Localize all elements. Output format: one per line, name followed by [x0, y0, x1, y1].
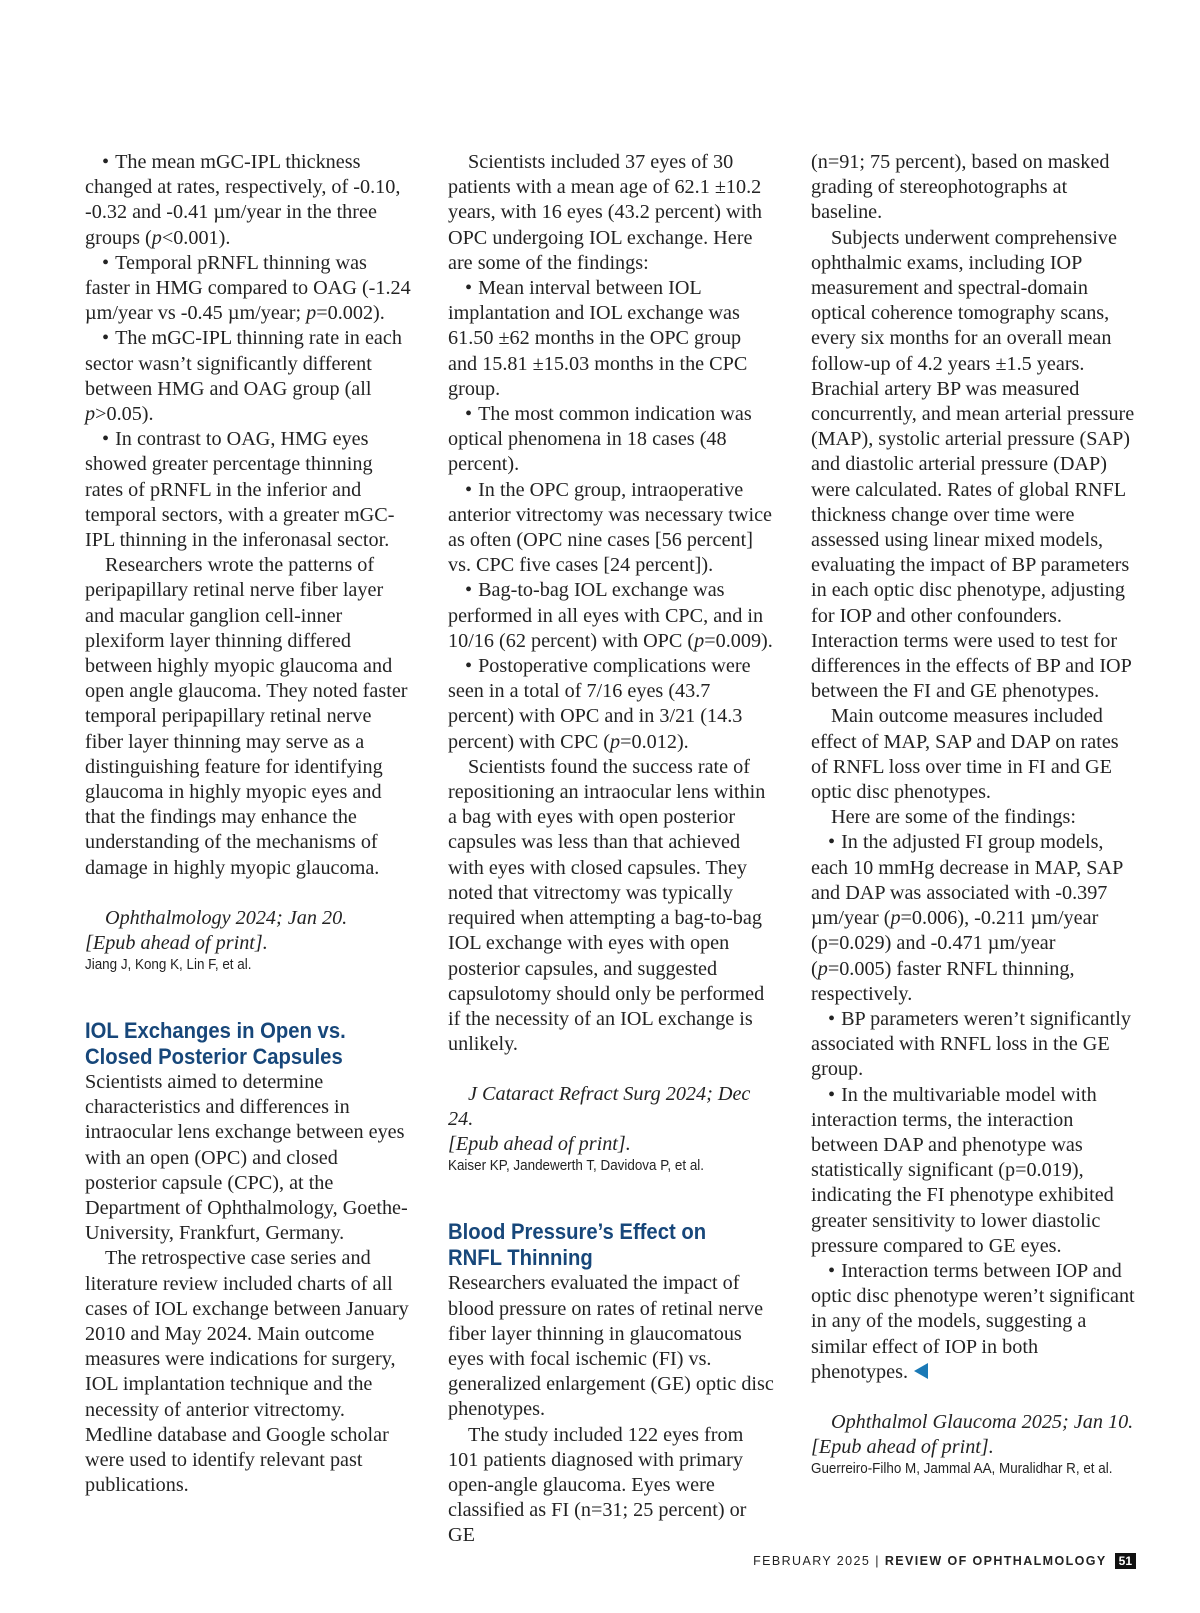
- citation-epub: [Epub ahead of print].: [85, 931, 268, 954]
- citation-journal: Ophthalmology 2024; Jan 20.: [105, 906, 348, 929]
- section-heading-blood-pressure: Blood Pressure’s Effect on RNFL Thinning: [448, 1219, 707, 1271]
- bullet-item: • The mGC-IPL thinning rate in each sector wasn’t significantly different between HMG and OAG group (all p>0.05).: [85, 327, 402, 426]
- body-paragraph: The retrospective case series and literature review included charts of all cases of IOL exchange between January 2010 and May 2024. Main outcome measures were indications for surgery, IOL implantation technique and the necessity of anterior vitrectomy. Medline database and Google scholar were used to identify relevant past publications.: [85, 1247, 409, 1497]
- citation-epub: [Epub ahead of print].: [811, 1435, 994, 1458]
- body-paragraph: Scientists aimed to determine characteristics and differences in intraocular lens exchange between eyes with an open (OPC) and closed posterior capsule (CPC), at the Department of Ophthalmology, Goethe-University, Frankfurt, Germany.: [85, 1070, 408, 1245]
- bullet-item: • In contrast to OAG, HMG eyes showed greater percentage thinning rates of pRNFL in the inferior and temporal sectors, with a greater mGC-IPL thinning in the inferonasal sector.: [85, 428, 395, 552]
- body-paragraph: (n=91; 75 percent), based on masked grading of stereophotographs at baseline.: [811, 151, 1110, 224]
- issue-date: FEBRUARY 2025: [753, 1554, 871, 1568]
- body-paragraph: Subjects underwent comprehensive ophthalmic exams, including IOP measurement and spectral-domain optical coherence tomography scans, every six months for an overall mean follow-up of 4.2 years ±1.5 years. Brachial artery BP was measured concurrently, and mean arterial pressure (MAP), systolic arterial pressure (SAP) and diastolic arterial pressure (DAP) were calculated. Rates of global RNFL thickness change over time were assessed using linear mixed models, evaluating the impact of BP parameters in each optic disc phenotype, adjusting for IOP and other confounders. Interaction terms were used to test for differences in the effects of BP and IOP between the FI and GE phenotypes.: [811, 226, 1135, 703]
- citation: [811, 1410, 1137, 1478]
- column-3: [811, 150, 1137, 1478]
- bullet-item: • In the adjusted FI group models, each 10 mmHg decrease in MAP, SAP and DAP was associated with -0.397 µm/year (p=0.006), -0.211 µm/year (p=0.029) and -0.471 µm/year (p=0.005) faster RNFL thinning, respectively.: [811, 831, 1123, 1005]
- bullet-item: • In the multivariable model with interaction terms, the interaction between DAP and phenotype was statistically significant (p=0.019), indicating the FI phenotype exhibited greater sensitivity to lower diastolic pressure compared to GE eyes.: [811, 1083, 1114, 1257]
- magazine-name: REVIEW OF OPHTHALMOLOGY: [884, 1554, 1107, 1568]
- body-paragraph: Here are some of the findings:: [831, 806, 1076, 829]
- end-of-article-icon: [914, 1363, 928, 1379]
- body-paragraph: Scientists included 37 eyes of 30 patients with a mean age of 62.1 ±10.2 years, with 16 eyes (43.2 percent) with OPC undergoing IOL exchange. Here are some of the findings:: [448, 151, 762, 274]
- bullet-item: • The most common indication was optical phenomena in 18 cases (48 percent).: [448, 403, 752, 476]
- page-number: 51: [1115, 1553, 1136, 1569]
- citation-authors: Guerreiro-Filho M, Jammal AA, Muralidhar R, et al.: [811, 1460, 1113, 1477]
- citation-epub: [Epub ahead of print].: [448, 1133, 631, 1156]
- footer-separator: |: [875, 1554, 880, 1568]
- bullet-item: • The mean mGC-IPL thickness changed at rates, respectively, of -0.10, -0.32 and -0.41 µm/year in the three groups (p<0.001).: [85, 151, 401, 249]
- section-heading-iol-exchanges: IOL Exchanges in Open vs. Closed Posterior Capsules: [85, 1017, 346, 1069]
- body-paragraph: The study included 122 eyes from 101 patients diagnosed with primary open-angle glaucoma. Eyes were classified as FI (n=31; 25 percent) or GE: [448, 1423, 747, 1547]
- citation: [448, 1082, 774, 1175]
- page-footer: [753, 1553, 1136, 1569]
- bullet-item: • Temporal pRNFL thinning was faster in HMG compared to OAG (-1.24 µm/year vs -0.45 µm/year; p=0.002).: [85, 251, 411, 325]
- column-2: [448, 150, 774, 1549]
- bullet-item: • Postoperative complications were seen in a total of 7/16 eyes (43.7 percent) with OPC and in 3/21 (14.3 percent) with CPC (p=0.012).: [448, 655, 751, 753]
- body-paragraph: Researchers wrote the patterns of peripapillary retinal nerve fiber layer and macular ganglion cell-inner plexiform layer thinning differed between highly myopic glaucoma and open angle glaucoma. They noted faster temporal peripapillary retinal nerve fiber layer thinning may serve as a distinguishing feature for identifying glaucoma in highly myopic eyes and that the findings may enhance the understanding of the mechanisms of damage in highly myopic glaucoma.: [85, 554, 408, 879]
- citation-journal: J Cataract Refract Surg 2024; Dec 24.: [448, 1083, 751, 1131]
- citation: [85, 906, 411, 974]
- bullet-item: • Bag-to-bag IOL exchange was performed in all eyes with CPC, and in 10/16 (62 percent) with OPC (p=0.009).: [448, 579, 773, 652]
- citation-journal: Ophthalmol Glaucoma 2025; Jan 10.: [831, 1410, 1134, 1433]
- body-paragraph: Main outcome measures included effect of MAP, SAP and DAP on rates of RNFL loss over time in FI and GE optic disc phenotypes.: [811, 705, 1119, 804]
- body-paragraph: Scientists found the success rate of repositioning an intraocular lens within a bag with eyes with open posterior capsules was less than that achieved with eyes with closed capsules. They noted that vitrectomy was typically required when attempting a bag-to-bag IOL exchange with eyes with open posterior capsules, and suggested capsulotomy should only be performed if the necessity of an IOL exchange is unlikely.: [448, 755, 766, 1056]
- bullet-item: • Interaction terms between IOP and optic disc phenotype weren’t significant in any of the models, suggesting a similar effect of IOP in both phenotypes.: [811, 1259, 1135, 1383]
- column-1: [85, 150, 411, 1498]
- bullet-item: • BP parameters weren’t significantly associated with RNFL loss in the GE group.: [811, 1007, 1131, 1081]
- bullet-item: • In the OPC group, intraoperative anterior vitrectomy was necessary twice as often (OPC nine cases [56 percent] vs. CPC five cases [24 percent]).: [448, 478, 772, 577]
- citation-authors: Kaiser KP, Jandewerth T, Davidova P, et al.: [448, 1158, 705, 1175]
- body-paragraph: Researchers evaluated the impact of blood pressure on rates of retinal nerve fiber layer thinning in glaucomatous eyes with focal ischemic (FI) vs. generalized enlargement (GE) optic disc phenotypes.: [448, 1272, 774, 1421]
- citation-authors: Jiang J, Kong K, Lin F, et al.: [85, 956, 252, 973]
- bullet-item: • Mean interval between IOL implantation and IOL exchange was 61.50 ±62 months in the OPC group and 15.81 ±15.03 months in the CPC group.: [448, 277, 748, 400]
